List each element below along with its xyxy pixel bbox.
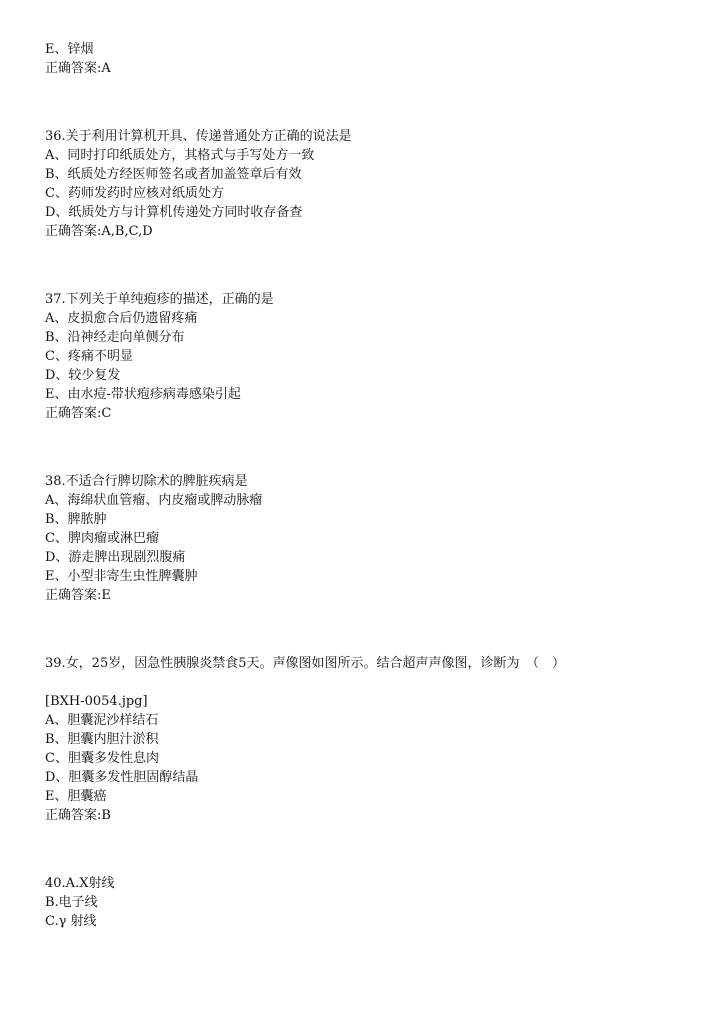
option-e: E、锌烟 bbox=[45, 42, 94, 57]
option-c: C、胆囊多发性息肉 bbox=[45, 751, 159, 766]
option-c: C、疼痛不明显 bbox=[45, 349, 133, 364]
option-b: B、纸质处方经医师签名或者加盖签章后有效 bbox=[45, 167, 302, 182]
question-stem: 40.A.X射线 bbox=[45, 876, 115, 891]
document-page bbox=[45, 40, 685, 931]
option-a: A、海绵状血管瘤、内皮瘤或脾动脉瘤 bbox=[45, 493, 263, 508]
option-b: B.电子线 bbox=[45, 895, 98, 910]
question-39 bbox=[45, 654, 685, 825]
option-c: C.γ 射线 bbox=[45, 914, 97, 929]
option-b: B、胆囊内胆汁淤积 bbox=[45, 732, 159, 747]
question-38 bbox=[45, 472, 685, 605]
question-stem: 38.不适合行脾切除术的脾脏疾病是 bbox=[45, 474, 248, 489]
correct-answer: 正确答案:C bbox=[45, 406, 112, 421]
option-e: E、胆囊癌 bbox=[45, 789, 107, 804]
option-a: A、胆囊泥沙样结石 bbox=[45, 713, 159, 728]
question-stem: 37.下列关于单纯疱疹的描述，正确的是 bbox=[45, 292, 274, 307]
question-stem: 36.关于利用计算机开具、传递普通处方正确的说法是 bbox=[45, 129, 352, 144]
option-d: D、胆囊多发性胆固醇结晶 bbox=[45, 770, 199, 785]
option-e: E、由水痘-带状疱疹病毒感染引起 bbox=[45, 387, 241, 402]
question-37 bbox=[45, 290, 685, 423]
correct-answer: 正确答案:A,B,C,D bbox=[45, 224, 153, 239]
question-36 bbox=[45, 127, 685, 241]
option-d: D、较少复发 bbox=[45, 368, 121, 383]
option-a: A、同时打印纸质处方，其格式与手写处方一致 bbox=[45, 148, 315, 163]
option-b: B、脾脓肿 bbox=[45, 512, 107, 527]
option-b: B、沿神经走向单侧分布 bbox=[45, 330, 185, 345]
question-40 bbox=[45, 874, 685, 931]
image-reference: [BXH-0054.jpg] bbox=[45, 694, 148, 709]
option-d: D、纸质处方与计算机传递处方同时收存备查 bbox=[45, 205, 303, 220]
option-e: E、小型非寄生虫性脾囊肿 bbox=[45, 569, 198, 584]
question-stem: 39.女，25岁，因急性胰腺炎禁食5天。声像图如图所示。结合超声声像图，诊断为 （ ） bbox=[45, 656, 565, 671]
option-d: D、游走脾出现剧烈腹痛 bbox=[45, 550, 186, 565]
correct-answer: 正确答案:E bbox=[45, 588, 111, 603]
option-c: C、药师发药时应核对纸质处方 bbox=[45, 186, 224, 201]
prev-question-block bbox=[45, 40, 685, 78]
option-c: C、脾肉瘤或淋巴瘤 bbox=[45, 531, 159, 546]
correct-answer: 正确答案:A bbox=[45, 61, 111, 76]
option-a: A、皮损愈合后仍遗留疼痛 bbox=[45, 311, 198, 326]
correct-answer: 正确答案:B bbox=[45, 808, 111, 823]
